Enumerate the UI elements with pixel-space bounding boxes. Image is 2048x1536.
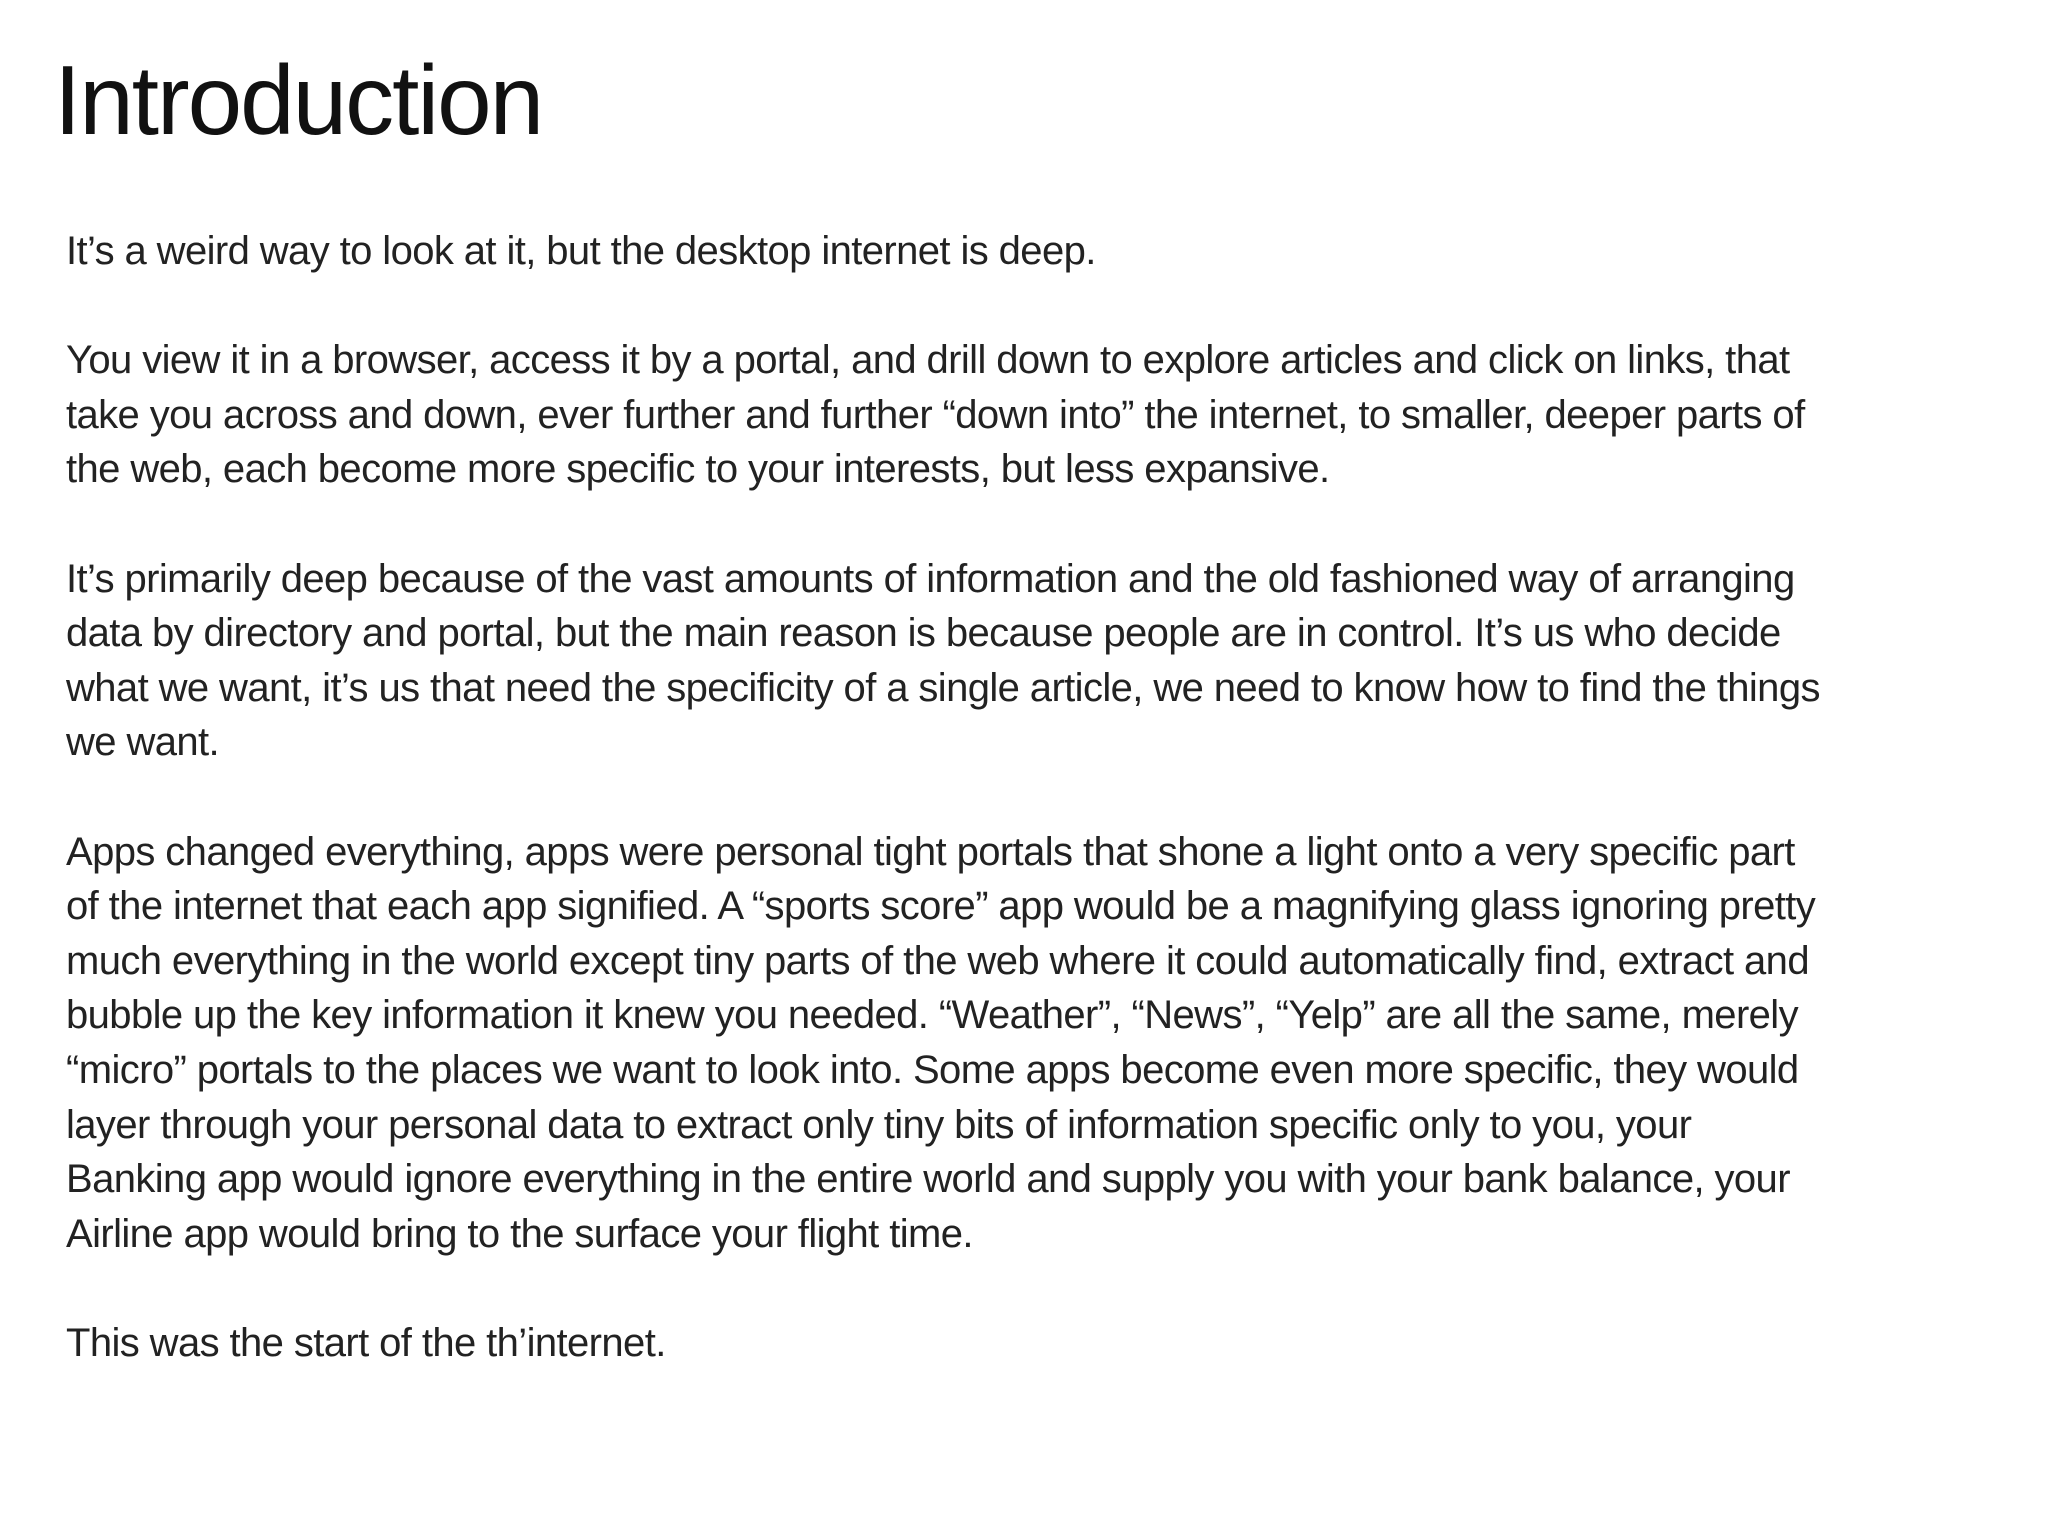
text-line: take you across and down, ever further and further “down into” the internet, to smaller, deeper parts of	[66, 392, 1805, 437]
text-line: bubble up the key information it knew you needed. “Weather”, “News”, “Yelp” are all the same, merely	[66, 993, 1798, 1038]
text-line: layer through your personal data to extract only tiny bits of information specific only to you, your	[66, 1102, 1692, 1147]
text-line: It’s a weird way to look at it, but the desktop internet is deep.	[66, 229, 1096, 273]
text-line: much everything in the world except tiny parts of the web where it could automatically find, extract and	[66, 938, 1809, 983]
paragraph	[66, 1316, 1996, 1371]
text-line: what we want, it’s us that need the specificity of a single article, we need to know how to find the things	[66, 665, 1820, 710]
paragraph	[66, 825, 1996, 1262]
text-line: Apps changed everything, apps were personal tight portals that shone a light onto a very specific part	[66, 829, 1795, 874]
text-line: of the internet that each app signified. A “sports score” app would be a magnifying glass ignoring pretty	[66, 884, 1816, 929]
paragraph	[66, 552, 1996, 770]
paragraph	[66, 333, 1996, 497]
text-line: Airline app would bring to the surface your flight time.	[66, 1211, 973, 1256]
text-line: Banking app would ignore everything in the entire world and supply you with your bank balance, your	[66, 1157, 1790, 1202]
paragraph	[66, 224, 1996, 279]
text-line: You view it in a browser, access it by a portal, and drill down to explore articles and click on links, that	[66, 338, 1790, 383]
text-line: data by directory and portal, but the main reason is because people are in control. It’s us who decide	[66, 611, 1781, 656]
page-title: Introduction	[54, 45, 543, 155]
body-text	[66, 224, 1996, 1425]
text-line: the web, each become more specific to your interests, but less expansive.	[66, 447, 1330, 492]
text-line: This was the start of the th’internet.	[66, 1320, 666, 1365]
text-line: “micro” portals to the places we want to look into. Some apps become even more specific, they would	[66, 1047, 1799, 1092]
text-line: we want.	[66, 720, 220, 765]
text-line: It’s primarily deep because of the vast amounts of information and the old fashioned way of arranging	[66, 556, 1795, 601]
